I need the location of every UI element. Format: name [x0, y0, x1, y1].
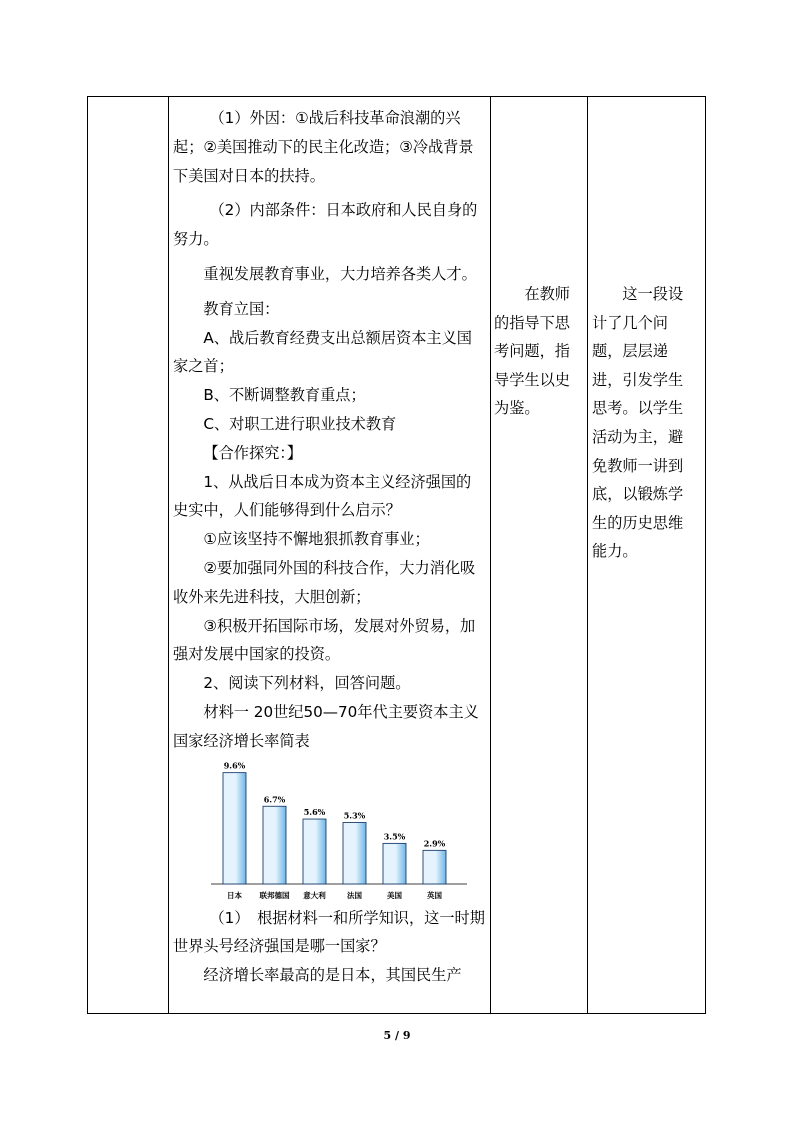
paragraph-external-causes: （1）外因：①战后科技革命浪潮的兴起；②美国推动下的民主化改造；③冷战背景下美国对日本的扶持。 — [173, 109, 474, 185]
design-intent-text: 这一段设计了几个问题，层层递进，引发学生思考。以学生活动为主，避免教师一讲到底，以锻炼学生的历史思维能力。 — [592, 285, 684, 561]
paragraph-internal-conditions: （2）内部条件：日本政府和人民自身的努力。 — [173, 201, 478, 249]
category-label: 美国 — [387, 890, 402, 900]
bar-value-label: 5.3% — [343, 810, 366, 821]
paragraph-answer-3: ③积极开拓国际市场，发展对外贸易，加强对发展中国家的投资。 — [173, 616, 476, 664]
category-label: 意大利 — [303, 890, 326, 900]
student-activity-text: 在教师的指导下思考问题，指导学生以史为鉴。 — [494, 285, 570, 418]
bar-0 — [223, 772, 246, 883]
bar-value-label: 5.6% — [303, 806, 326, 817]
paragraph-question-2-1: （1） 根据材料一和所学知识，这一时期世界头号经济强国是哪一国家？ — [173, 908, 485, 956]
category-label: 日本 — [227, 890, 242, 900]
bar-2 — [303, 819, 326, 884]
paragraph-answer-1: ①应该坚持不懈地狠抓教育事业； — [203, 530, 430, 549]
growth-rate-chart — [207, 760, 471, 902]
paragraph-question-1: 1、从战后日本成为资本主义经济强国的史实中，人们能够得到什么启示？ — [173, 472, 472, 520]
page-number: 5 / 9 — [383, 1029, 411, 1042]
paragraph-point-a: A、战后教育经费支出总额居资本主义国家之首； — [173, 328, 472, 376]
bar-value-label: 9.6% — [223, 760, 246, 771]
teaching-content — [173, 104, 485, 990]
bar-5 — [423, 850, 446, 884]
paragraph-answer-2-1: 经济增长率最高的是日本，其国民生产 — [203, 966, 462, 985]
bar-value-label: 3.5% — [383, 830, 406, 841]
paragraph-point-b: B、不断调整教育重点； — [203, 386, 366, 405]
paragraph-material-1: 材料一 20世纪50—70年代主要资本主义国家经济增长率简表 — [173, 702, 479, 750]
paragraph-question-2: 2、阅读下列材料，回答问题。 — [203, 674, 411, 693]
paragraph-education: 重视发展教育事业，大力培养各类人才。 — [203, 264, 477, 283]
column-divider — [168, 97, 169, 1013]
paragraph-point-c: C、对职工进行职业技术教育 — [203, 414, 397, 433]
category-label: 法国 — [347, 890, 362, 900]
bar-value-label: 6.7% — [263, 793, 286, 804]
paragraph-education-heading: 教育立国： — [203, 299, 280, 318]
bar-3 — [343, 822, 366, 883]
paragraph-answer-2: ②要加强同外国的科技合作，大力消化吸收外来先进科技，大胆创新； — [173, 558, 476, 606]
category-label: 英国 — [427, 890, 442, 900]
bar-4 — [383, 843, 406, 884]
bar-1 — [263, 806, 286, 884]
bar-value-label: 2.9% — [423, 837, 446, 848]
paragraph-cooperative-inquiry: 【合作探究：】 — [203, 443, 303, 462]
column-divider — [587, 97, 588, 1013]
category-label: 联邦德国 — [259, 890, 290, 900]
column-divider — [490, 97, 491, 1013]
